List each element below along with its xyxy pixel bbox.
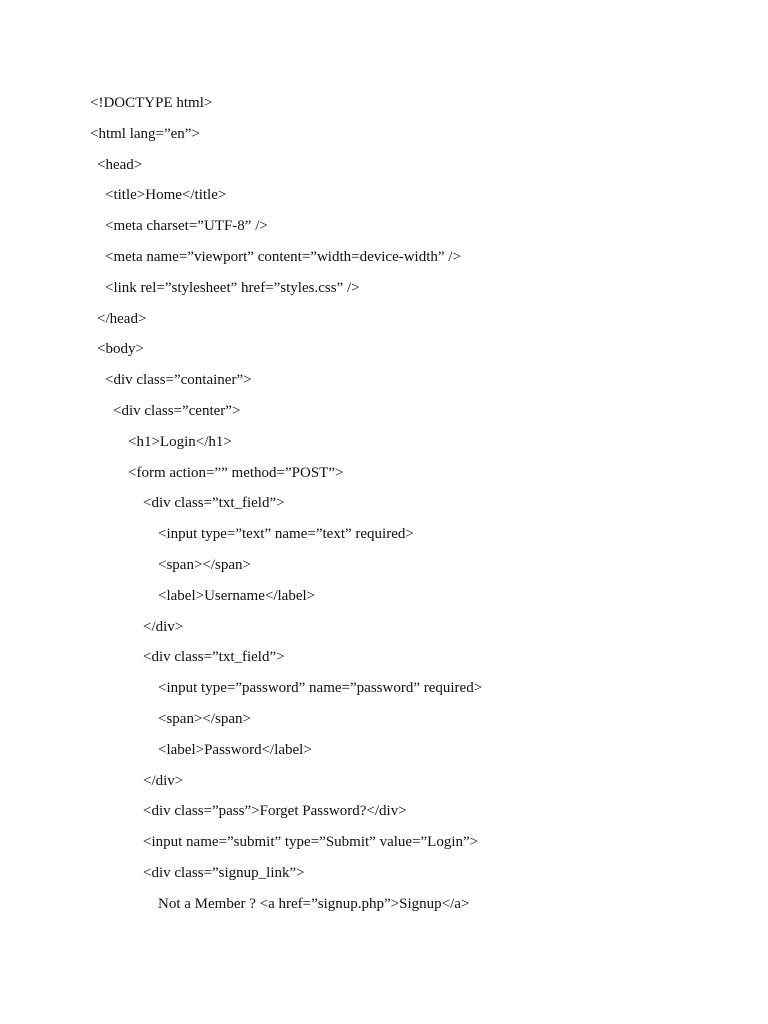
code-line-div-txt-field: <div class=”txt_field”> [143, 495, 285, 512]
code-line-meta-charset: <meta charset=”UTF-8” /> [105, 218, 268, 235]
code-line-form: <form action=”” method=”POST”> [128, 464, 344, 481]
code-line-h1: <h1>Login</h1> [128, 433, 232, 450]
code-line-div-signup-link: <div class=”signup_link”> [143, 864, 305, 881]
code-line-span: <span></span> [158, 556, 251, 573]
code-line-doctype: <!DOCTYPE html> [90, 95, 213, 111]
code-listing [90, 88, 482, 920]
code-line-link-stylesheet: <link rel=”stylesheet” href=”styles.css” /> [105, 279, 360, 296]
code-line-input-submit: <input name=”submit” type=”Submit” value=”Login”> [143, 834, 479, 851]
code-line-div-center: <div class=”center”> [113, 402, 241, 419]
code-line-label-password: <label>Password</label> [158, 741, 312, 758]
code-line-html-open: <html lang=”en”> [90, 125, 200, 142]
code-line-div-close: </div> [143, 618, 184, 635]
code-line-meta-viewport: <meta name=”viewport” content=”width=device-width” /> [105, 248, 461, 265]
code-line-label-username: <label>Username</label> [158, 587, 316, 604]
code-line-head-open: <head> [97, 156, 143, 173]
code-line-head-close: </head> [97, 310, 147, 327]
code-line-signup-text: Not a Member ? <a href=”signup.php”>Signup</a> [158, 895, 470, 912]
code-line-div-pass: <div class=”pass”>Forget Password?</div> [143, 803, 407, 820]
code-line-div-close: </div> [143, 772, 184, 789]
code-line-input-text: <input type=”text” name=”text” required> [158, 526, 414, 543]
code-line-title: <title>Home</title> [105, 187, 227, 204]
code-line-div-container: <div class=”container”> [105, 372, 252, 389]
code-line-body-open: <body> [97, 341, 144, 358]
code-line-span: <span></span> [158, 710, 251, 727]
code-line-input-password: <input type=”password” name=”password” required> [158, 680, 483, 697]
code-line-div-txt-field: <div class=”txt_field”> [143, 649, 285, 666]
